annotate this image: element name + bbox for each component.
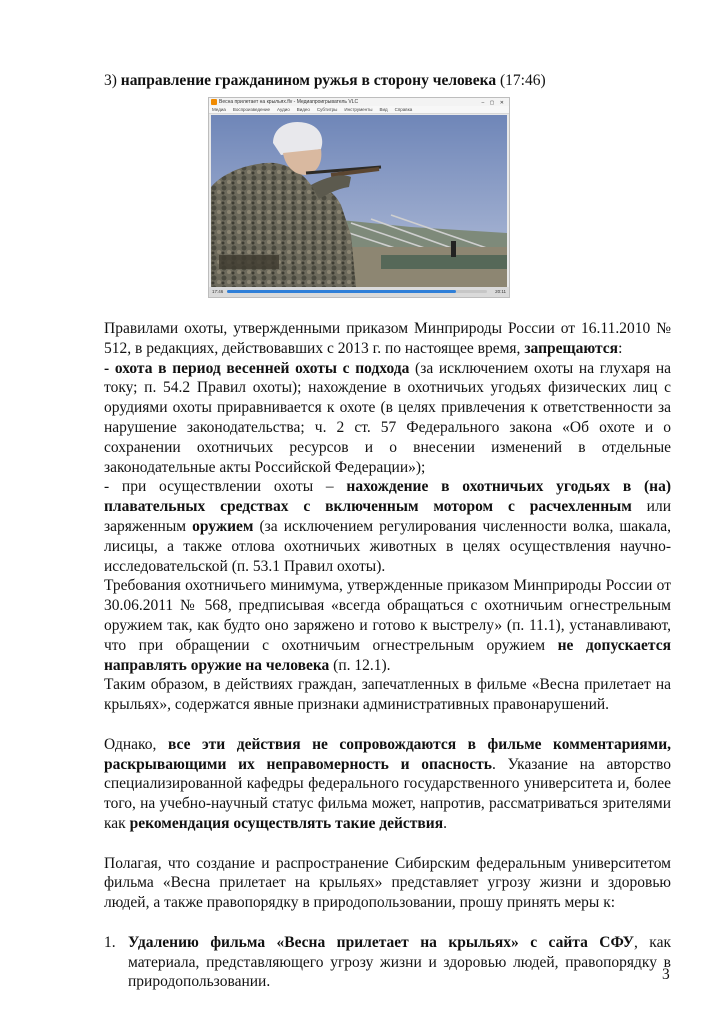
seek-track [227, 290, 487, 293]
paragraph-conclusion: Таким образом, в действиях граждан, запечатленных в фильме «Весна прилетает на крыльях», содержатся явные признаки административных правонарушений. [104, 676, 671, 714]
menu-view: Вид [379, 107, 388, 112]
text-run: . Указание на авторство специализированной кафедры федерального государственного университета и, более того, на учебно-научный статус фильма может, напротив, рассматриваться зрителями как [104, 755, 671, 832]
bold-run: рекомендация осуществлять такие действия [129, 814, 444, 832]
menu-video: Видео [296, 107, 310, 112]
video-frame [211, 115, 507, 287]
menu-media: Медиа [212, 107, 226, 112]
menu-subtitles: Субтитры [316, 107, 338, 112]
paragraph-request: Полагая, что создание и распространение Сибирским федеральным университетом фильма «Весна прилетает на крыльях» представляет угрозу жизни и здоровью людей, а также правопорядку в природопользовании, прошу принять меры к: [104, 854, 671, 912]
video-player-screenshot [208, 97, 510, 298]
player-seekbar [209, 287, 509, 297]
heading-title: направление гражданином ружья в сторону человека [120, 72, 497, 89]
list-text [128, 933, 671, 992]
list-item [104, 933, 671, 992]
text-run: : [618, 339, 623, 357]
paragraph-hunting-rules [104, 319, 671, 576]
bold-run: Удалению фильма «Весна прилетает на крыльях» с сайта СФУ [128, 933, 634, 951]
menu-playback: Воспроизведение [232, 107, 271, 112]
text-run: Однако, [104, 735, 168, 753]
paragraph-hunting-minimum [104, 576, 671, 675]
player-menubar [209, 106, 509, 114]
menu-tools: Инструменты [344, 107, 373, 112]
bold-run: оружием [192, 517, 254, 535]
text-run: (за исключением охоты на глухаря на току; п. 54.2 Правил охоты); нахождение в охотничьих угодьях физических лиц с орудиями охоты приравнивается к охоте (в целях привлечения к ответственности за нарушение законодательства; ч. 2 ст. 57 Федерального закона «Об охоте и о сохранении охотничьих ресурсов и о внесении изменений в отдельные законодательные акты Российской Федерации»); [104, 359, 671, 476]
text-run: - при осуществлении охоты – [104, 478, 347, 496]
list-number: 1. [104, 933, 116, 951]
document-body [104, 319, 671, 992]
player-titlebar [209, 98, 509, 106]
window-controls-icon: – ▢ ✕ [481, 100, 506, 106]
menu-help: Справка [394, 107, 413, 112]
player-window-title: Весна прилетает на крыльях.flv - Медиапроигрыватель VLC [219, 99, 359, 105]
text-run: Требования охотничьего минимума, утвержденные приказом Минприроды России от 30.06.2011 № 568, предписывая «всегда обращаться с охотничьим огнестрельным оружием так, как будто оно заряжено и готово к выстрелу» (п. 11.1), устанавливают, что при обращении с охотничьим огнестрельным оружием [104, 577, 671, 654]
text-run: (п. 12.1). [329, 656, 391, 674]
text-run: Правилами охоты, утвержденными приказом Минприроды России от 16.11.2010 № 512, в редакциях, действовавших с 2013 г. по настоящее время, [104, 320, 671, 357]
paragraph-however [104, 735, 671, 834]
bold-run: не допускается направлять оружие на человека [104, 636, 671, 674]
time-total: 20:11 [495, 289, 506, 294]
bold-run: - охота в период весенней охоты с подхода [104, 359, 410, 377]
time-elapsed: 17:46 [212, 289, 224, 294]
text-run: или заряженным [104, 498, 671, 535]
text-run: , как материала, представляющего угрозу жизни и здоровью людей, правопорядку в природопользовании. [128, 933, 671, 991]
section-heading [104, 72, 546, 90]
heading-time: (17:46) [499, 72, 546, 89]
page-number: 3 [662, 966, 670, 983]
heading-number: 3) [104, 72, 117, 89]
menu-audio: Аудио [277, 107, 290, 112]
bold-run: запрещаются [524, 339, 619, 357]
video-scene-image [211, 115, 507, 287]
bold-run: нахождение в охотничьих угодьях в (на) плавательных средствах с включенным мотором с расчехленным [104, 478, 671, 516]
text-run: (за исключением регулирования численности волка, шакала, лисицы, а также отлова охотничьих животных в целях осуществления научно-исследовательской (п. 53.1 Правил охоты). [104, 517, 671, 575]
vlc-cone-icon [211, 99, 217, 105]
text-run: . [443, 814, 447, 832]
seek-progress [227, 290, 456, 293]
bold-run: все эти действия не сопровождаются в фильме комментариями, раскрывающими их неправомерность и опасность [104, 735, 672, 773]
